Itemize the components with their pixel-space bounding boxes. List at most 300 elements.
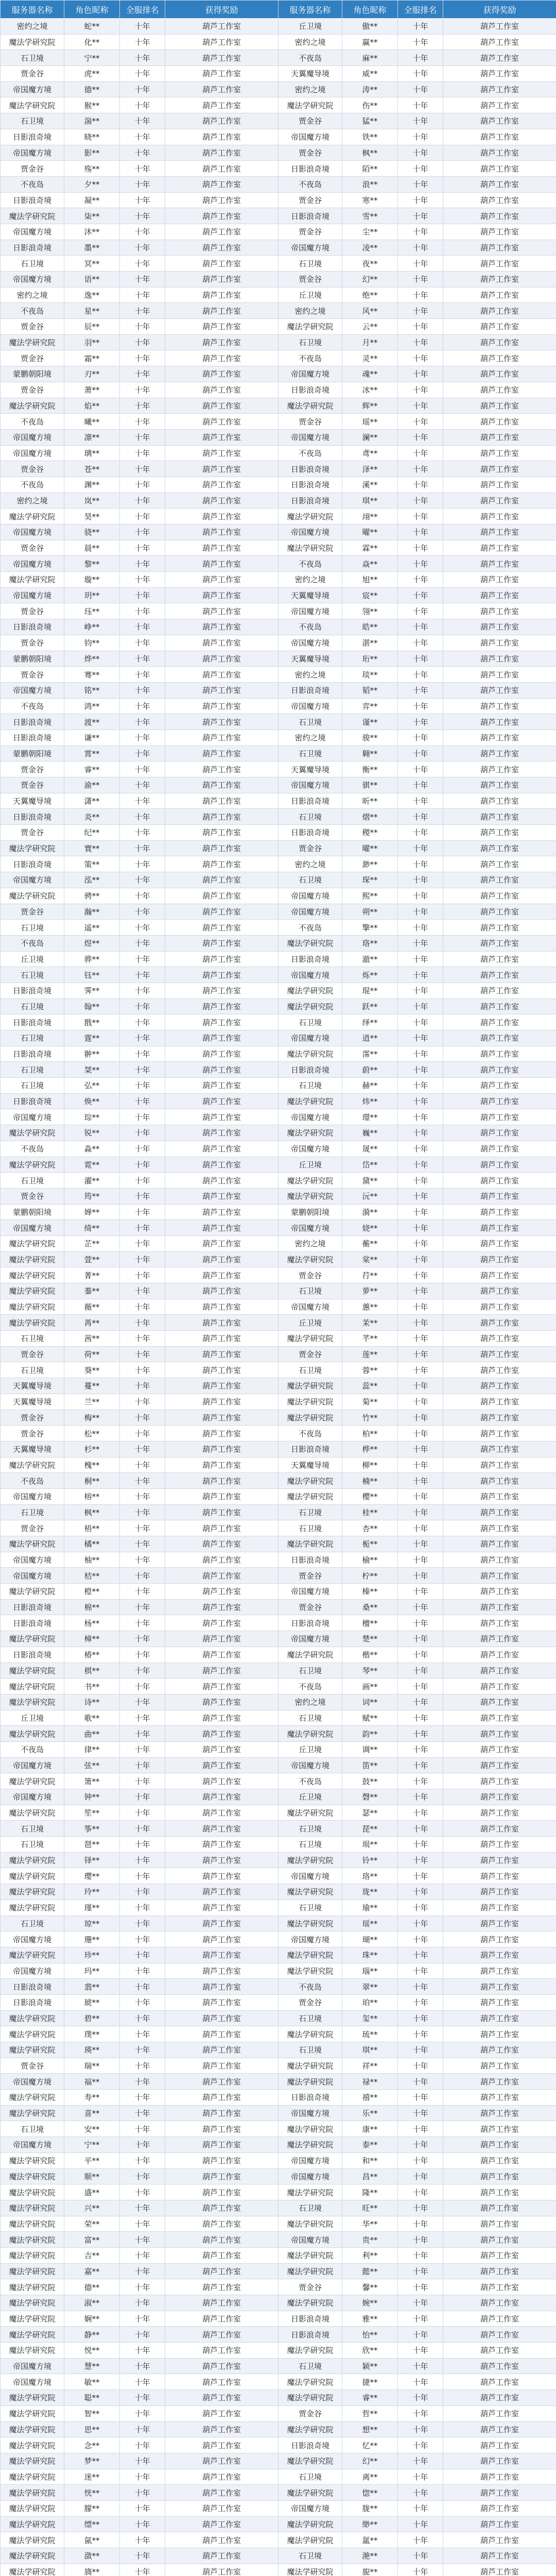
server-name-cell: 石卫境	[279, 2010, 342, 2026]
server-name-cell: 石卫境	[1, 1062, 64, 1078]
server-name-cell: 魔法学研究院	[279, 2343, 342, 2359]
reward-cell: 葫芦工作室	[165, 1584, 279, 1600]
character-name-cell: 冥**	[64, 256, 120, 272]
character-name-cell: 平**	[64, 2153, 120, 2168]
rank-cell: 十年	[398, 2010, 443, 2026]
column-header-rank-left: 全服排名	[120, 1, 165, 19]
character-name-cell: 墨**	[64, 240, 120, 256]
rank-cell: 十年	[398, 1173, 443, 1189]
character-name-cell: 骞**	[64, 667, 120, 683]
reward-cell: 葫芦工作室	[165, 1789, 279, 1805]
reward-cell: 葫芦工作室	[443, 935, 556, 951]
rank-cell: 十年	[120, 1157, 165, 1173]
character-name-cell: 蛇**	[64, 19, 120, 35]
rank-cell: 十年	[398, 2168, 443, 2184]
server-name-cell: 贾金谷	[279, 113, 342, 129]
character-name-cell: 纪**	[64, 825, 120, 841]
character-name-cell: 滟**	[342, 2548, 398, 2564]
reward-cell: 葫芦工作室	[165, 2516, 279, 2532]
rank-cell: 十年	[120, 1299, 165, 1315]
server-name-cell: 魔法学研究院	[1, 1805, 64, 1821]
rank-cell: 十年	[398, 2453, 443, 2469]
rank-cell: 十年	[120, 1679, 165, 1694]
reward-cell: 葫芦工作室	[443, 256, 556, 272]
character-name-cell: 冰**	[342, 382, 398, 398]
character-name-cell: 刃**	[64, 366, 120, 382]
reward-cell: 葫芦工作室	[443, 1473, 556, 1489]
table-row	[1, 1157, 556, 1173]
character-name-cell: 懿**	[342, 2263, 398, 2279]
reward-cell: 葫芦工作室	[443, 1030, 556, 1046]
server-name-cell: 日影浪奇境	[1, 1093, 64, 1109]
reward-cell: 葫芦工作室	[165, 2168, 279, 2184]
table-row	[1, 2390, 556, 2406]
character-name-cell: 念**	[64, 2437, 120, 2453]
server-name-cell: 日影浪奇境	[1, 192, 64, 208]
character-name-cell: 葵**	[64, 1362, 120, 1378]
server-name-cell: 帝国魔方境	[279, 1757, 342, 1773]
character-name-cell: 泰**	[342, 2137, 398, 2153]
rank-cell: 十年	[398, 556, 443, 572]
table-row	[1, 920, 556, 936]
server-name-cell: 贾金谷	[279, 414, 342, 430]
server-name-cell: 天翼魔导境	[1, 1378, 64, 1394]
table-row	[1, 1520, 556, 1536]
reward-cell: 葫芦工作室	[443, 682, 556, 698]
rank-cell: 十年	[120, 872, 165, 888]
reward-cell: 葫芦工作室	[165, 2090, 279, 2106]
rank-cell: 十年	[120, 224, 165, 240]
character-name-cell: 诗**	[64, 1694, 120, 1710]
server-name-cell: 天翼魔导境	[279, 587, 342, 603]
server-name-cell: 日影浪奇境	[1, 1979, 64, 1995]
character-name-cell: 鸢**	[342, 445, 398, 461]
rank-cell: 十年	[398, 1093, 443, 1109]
server-name-cell: 帝国魔方境	[1, 1488, 64, 1504]
rank-cell: 十年	[120, 1125, 165, 1141]
character-name-cell: 蔓**	[64, 1378, 120, 1394]
rank-cell: 十年	[398, 1726, 443, 1742]
server-name-cell: 魔法学研究院	[279, 2485, 342, 2501]
reward-cell: 葫芦工作室	[443, 920, 556, 936]
character-name-cell: 绝**	[342, 287, 398, 303]
reward-cell: 葫芦工作室	[165, 1757, 279, 1773]
rank-cell: 十年	[398, 1220, 443, 1236]
character-name-cell: 萱**	[64, 1251, 120, 1267]
table-row	[1, 2437, 556, 2453]
rank-cell: 十年	[120, 1315, 165, 1331]
server-name-cell: 帝国魔方境	[1, 445, 64, 461]
character-name-cell: 莲**	[342, 1346, 398, 1362]
rank-cell: 十年	[398, 2516, 443, 2532]
server-name-cell: 魔法学研究院	[279, 2121, 342, 2137]
reward-cell: 葫芦工作室	[165, 1663, 279, 1679]
reward-cell: 葫芦工作室	[443, 97, 556, 113]
reward-cell: 葫芦工作室	[443, 334, 556, 350]
reward-cell: 葫芦工作室	[443, 1283, 556, 1299]
character-name-cell: 玲**	[64, 1884, 120, 1900]
character-name-cell: 兴**	[64, 2200, 120, 2216]
rank-cell: 十年	[120, 698, 165, 714]
rank-cell: 十年	[120, 1884, 165, 1900]
reward-cell: 葫芦工作室	[443, 840, 556, 856]
table-row	[1, 2295, 556, 2311]
character-name-cell: 娆**	[342, 1220, 398, 1236]
reward-cell: 葫芦工作室	[165, 2232, 279, 2248]
reward-cell: 葫芦工作室	[165, 1520, 279, 1536]
reward-cell: 葫芦工作室	[165, 1188, 279, 1204]
server-name-cell: 帝国魔方境	[279, 524, 342, 540]
reward-cell: 葫芦工作室	[165, 1821, 279, 1837]
reward-cell: 葫芦工作室	[443, 272, 556, 287]
reward-cell: 葫芦工作室	[443, 1441, 556, 1457]
rank-cell: 十年	[398, 509, 443, 524]
rank-cell: 十年	[398, 1868, 443, 1884]
reward-cell: 葫芦工作室	[443, 2105, 556, 2121]
reward-cell: 葫芦工作室	[443, 1931, 556, 1947]
reward-cell: 葫芦工作室	[443, 730, 556, 745]
character-name-cell: 淑**	[64, 2295, 120, 2311]
reward-cell: 葫芦工作室	[165, 840, 279, 856]
column-header-reward-left: 获得奖励	[165, 1, 279, 19]
reward-cell: 葫芦工作室	[443, 2058, 556, 2074]
table-row	[1, 1789, 556, 1805]
reward-cell: 葫芦工作室	[443, 161, 556, 177]
server-name-cell: 魔法学研究院	[279, 398, 342, 414]
table-row	[1, 2247, 556, 2263]
server-name-cell: 魔法学研究院	[1, 2532, 64, 2548]
table-row	[1, 825, 556, 841]
table-row	[1, 2058, 556, 2074]
character-name-cell: 想**	[342, 2421, 398, 2437]
rank-cell: 十年	[120, 1014, 165, 1030]
character-name-cell: 榛**	[342, 1584, 398, 1600]
reward-cell: 葫芦工作室	[165, 2121, 279, 2137]
character-name-cell: 峥**	[64, 619, 120, 635]
server-name-cell: 日影浪奇境	[279, 793, 342, 809]
reward-cell: 葫芦工作室	[443, 2247, 556, 2263]
server-name-cell: 帝国魔方境	[1, 556, 64, 572]
table-row	[1, 1741, 556, 1757]
character-name-cell: 幻**	[342, 272, 398, 287]
character-name-cell: 雪**	[342, 208, 398, 224]
reward-cell: 葫芦工作室	[165, 1615, 279, 1631]
character-name-cell: 枫**	[64, 1504, 120, 1520]
table-row	[1, 2548, 556, 2564]
rank-cell: 十年	[120, 303, 165, 319]
character-name-cell: 睿**	[342, 2390, 398, 2406]
character-name-cell: 茜**	[64, 1331, 120, 1347]
rank-cell: 十年	[398, 256, 443, 272]
character-name-cell: 颖**	[342, 2358, 398, 2374]
character-name-cell: 稷**	[342, 825, 398, 841]
table-row	[1, 1663, 556, 1679]
character-name-cell: 忆**	[342, 2437, 398, 2453]
rank-cell: 十年	[120, 334, 165, 350]
server-name-cell: 蒙鹏朝阳境	[1, 651, 64, 667]
rank-cell: 十年	[120, 619, 165, 635]
reward-cell: 葫芦工作室	[165, 1173, 279, 1189]
rank-cell: 十年	[398, 998, 443, 1014]
rank-cell: 十年	[120, 192, 165, 208]
server-name-cell: 日影浪奇境	[1, 809, 64, 825]
character-name-cell: 铭**	[64, 682, 120, 698]
character-name-cell: 渡**	[64, 714, 120, 730]
reward-cell: 葫芦工作室	[165, 2184, 279, 2200]
rank-cell: 十年	[398, 1994, 443, 2010]
table-row	[1, 224, 556, 240]
reward-cell: 葫芦工作室	[443, 192, 556, 208]
server-name-cell: 魔法学研究院	[1, 1631, 64, 1647]
table-row	[1, 998, 556, 1014]
character-name-cell: 璃**	[64, 445, 120, 461]
table-row	[1, 1378, 556, 1394]
character-name-cell: 馨**	[342, 2279, 398, 2295]
reward-cell: 葫芦工作室	[165, 366, 279, 382]
server-name-cell: 日影浪奇境	[1, 129, 64, 145]
rank-cell: 十年	[120, 145, 165, 161]
rank-cell: 十年	[120, 2010, 165, 2026]
reward-cell: 葫芦工作室	[443, 1663, 556, 1679]
rank-cell: 十年	[398, 1441, 443, 1457]
table-row	[1, 1837, 556, 1853]
server-name-cell: 魔法学研究院	[1, 2153, 64, 2168]
server-name-cell: 魔法学研究院	[279, 1963, 342, 1979]
rank-cell: 十年	[120, 714, 165, 730]
rank-cell: 十年	[398, 2184, 443, 2200]
server-name-cell: 贾金谷	[1, 319, 64, 335]
character-name-cell: 霖**	[342, 540, 398, 556]
character-name-cell: 楠**	[342, 1473, 398, 1489]
character-name-cell: 烨**	[64, 651, 120, 667]
table-row	[1, 1584, 556, 1600]
character-name-cell: 曦**	[64, 414, 120, 430]
server-name-cell: 帝国魔方境	[1, 872, 64, 888]
server-name-cell: 石卫境	[1, 50, 64, 66]
reward-cell: 葫芦工作室	[165, 1441, 279, 1457]
rank-cell: 十年	[120, 2548, 165, 2564]
reward-cell: 葫芦工作室	[443, 1994, 556, 2010]
server-name-cell: 魔法学研究院	[1, 2184, 64, 2200]
reward-cell: 葫芦工作室	[165, 2390, 279, 2406]
character-name-cell: 珍**	[64, 1947, 120, 1963]
character-name-cell: 缈**	[342, 2516, 398, 2532]
server-name-cell: 石卫境	[1, 967, 64, 983]
rank-cell: 十年	[398, 1963, 443, 1979]
table-row	[1, 350, 556, 366]
reward-cell: 葫芦工作室	[443, 2090, 556, 2106]
reward-cell: 葫芦工作室	[443, 540, 556, 556]
reward-cell: 葫芦工作室	[165, 224, 279, 240]
rank-cell: 十年	[398, 1204, 443, 1220]
reward-cell: 葫芦工作室	[165, 904, 279, 920]
character-name-cell: 筝**	[64, 1821, 120, 1837]
server-name-cell: 日影浪奇境	[1, 1647, 64, 1663]
rank-cell: 十年	[120, 2437, 165, 2453]
table-row	[1, 1931, 556, 1947]
character-name-cell: 睿**	[64, 761, 120, 777]
server-name-cell: 不夜岛	[279, 556, 342, 572]
rank-cell: 十年	[398, 176, 443, 192]
reward-cell: 葫芦工作室	[165, 1679, 279, 1694]
reward-cell: 葫芦工作室	[443, 888, 556, 904]
server-name-cell: 天翼魔导境	[1, 793, 64, 809]
character-name-cell: 渝**	[64, 777, 120, 793]
rank-cell: 十年	[120, 1599, 165, 1615]
rank-cell: 十年	[120, 1726, 165, 1742]
reward-cell: 葫芦工作室	[443, 714, 556, 730]
server-name-cell: 帝国魔方境	[1, 1568, 64, 1584]
rank-cell: 十年	[398, 730, 443, 745]
character-name-cell: 羽**	[64, 334, 120, 350]
rank-cell: 十年	[120, 1457, 165, 1473]
reward-cell: 葫芦工作室	[443, 1552, 556, 1568]
rank-cell: 十年	[398, 2564, 443, 2576]
character-name-cell: 骁**	[64, 524, 120, 540]
character-name-cell: 谦**	[64, 730, 120, 745]
rank-cell: 十年	[398, 445, 443, 461]
server-name-cell: 魔法学研究院	[1, 2232, 64, 2248]
reward-cell: 葫芦工作室	[443, 113, 556, 129]
rank-cell: 十年	[398, 1504, 443, 1520]
table-row	[1, 2074, 556, 2090]
rank-cell: 十年	[398, 1188, 443, 1204]
server-name-cell: 魔法学研究院	[279, 998, 342, 1014]
rank-cell: 十年	[398, 1568, 443, 1584]
character-name-cell: 霄**	[64, 745, 120, 761]
table-row	[1, 1141, 556, 1157]
reward-cell: 葫芦工作室	[165, 1963, 279, 1979]
server-name-cell: 石卫境	[279, 2469, 342, 2485]
reward-cell: 葫芦工作室	[165, 509, 279, 524]
server-name-cell: 石卫境	[279, 1520, 342, 1536]
server-name-cell: 日影浪奇境	[279, 2090, 342, 2106]
reward-cell: 葫芦工作室	[443, 445, 556, 461]
rank-cell: 十年	[120, 1488, 165, 1504]
table-row	[1, 1251, 556, 1267]
character-name-cell: 智**	[64, 2405, 120, 2421]
server-name-cell: 魔法学研究院	[1, 2042, 64, 2058]
reward-cell: 葫芦工作室	[443, 1963, 556, 1979]
rank-cell: 十年	[120, 1773, 165, 1789]
reward-cell: 葫芦工作室	[443, 509, 556, 524]
table-row	[1, 1030, 556, 1046]
rank-cell: 十年	[398, 2295, 443, 2311]
character-name-cell: 福**	[64, 2074, 120, 2090]
server-name-cell: 帝国魔方境	[279, 240, 342, 256]
character-name-cell: 松**	[64, 1426, 120, 1442]
character-name-cell: 瑙**	[342, 1963, 398, 1979]
rank-cell: 十年	[398, 1014, 443, 1030]
server-name-cell: 贾金谷	[1, 635, 64, 651]
table-row	[1, 2405, 556, 2421]
server-name-cell: 贾金谷	[279, 2279, 342, 2295]
rank-cell: 十年	[120, 1741, 165, 1757]
server-name-cell: 密约之境	[279, 1694, 342, 1710]
reward-cell: 葫芦工作室	[165, 192, 279, 208]
reward-cell: 葫芦工作室	[165, 50, 279, 66]
character-name-cell: 濯**	[64, 1173, 120, 1189]
table-row	[1, 2374, 556, 2390]
character-name-cell: 茉**	[342, 1315, 398, 1331]
character-name-cell: 康**	[342, 2121, 398, 2137]
reward-cell: 葫芦工作室	[165, 2453, 279, 2469]
server-name-cell: 帝国魔方境	[279, 2153, 342, 2168]
character-name-cell: 迷**	[64, 2469, 120, 2485]
reward-cell: 葫芦工作室	[443, 998, 556, 1014]
table-row	[1, 1884, 556, 1900]
character-name-cell: 弘**	[64, 1078, 120, 1094]
server-name-cell: 不夜岛	[1, 698, 64, 714]
server-name-cell: 魔法学研究院	[1, 2247, 64, 2263]
table-row	[1, 1267, 556, 1283]
reward-cell: 葫芦工作室	[165, 272, 279, 287]
server-name-cell: 帝国魔方境	[279, 888, 342, 904]
character-name-cell: 璇**	[64, 572, 120, 588]
server-name-cell: 魔法学研究院	[1, 1679, 64, 1694]
server-name-cell: 魔法学研究院	[1, 1773, 64, 1789]
table-row	[1, 34, 556, 50]
server-name-cell: 魔法学研究院	[1, 2469, 64, 2485]
server-name-cell: 丘卫境	[1, 951, 64, 967]
character-name-cell: 橙**	[64, 1584, 120, 1600]
character-name-cell: 琥**	[64, 1994, 120, 2010]
server-name-cell: 帝国魔方境	[1, 81, 64, 97]
character-name-cell: 晟**	[342, 1141, 398, 1157]
server-name-cell: 贾金谷	[279, 2405, 342, 2421]
character-name-cell: 骋**	[64, 888, 120, 904]
character-name-cell: 骅**	[64, 951, 120, 967]
reward-cell: 葫芦工作室	[165, 1900, 279, 1916]
server-name-cell: 石卫境	[279, 1710, 342, 1726]
rank-cell: 十年	[398, 2216, 443, 2232]
reward-cell: 葫芦工作室	[165, 998, 279, 1014]
server-name-cell: 魔法学研究院	[279, 1093, 342, 1109]
rank-cell: 十年	[398, 350, 443, 366]
reward-cell: 葫芦工作室	[443, 793, 556, 809]
server-name-cell: 石卫境	[1, 920, 64, 936]
character-name-cell: 绎**	[342, 1014, 398, 1030]
rank-cell: 十年	[120, 1821, 165, 1837]
rank-cell: 十年	[120, 793, 165, 809]
server-name-cell: 不夜岛	[1, 176, 64, 192]
reward-cell: 葫芦工作室	[165, 1726, 279, 1742]
character-name-cell: 柳**	[342, 1457, 398, 1473]
rank-cell: 十年	[120, 2090, 165, 2106]
server-name-cell: 帝国魔方境	[1, 1757, 64, 1773]
table-row	[1, 1615, 556, 1631]
rank-cell: 十年	[120, 2485, 165, 2501]
character-name-cell: 词**	[342, 1694, 398, 1710]
reward-cell: 葫芦工作室	[443, 1805, 556, 1821]
character-name-cell: 熠**	[342, 809, 398, 825]
rank-cell: 十年	[398, 382, 443, 398]
reward-cell: 葫芦工作室	[165, 1014, 279, 1030]
character-name-cell: 沅**	[342, 1188, 398, 1204]
rank-cell: 十年	[120, 256, 165, 272]
server-name-cell: 帝国魔方境	[1, 682, 64, 698]
table-row	[1, 50, 556, 66]
reward-cell: 葫芦工作室	[165, 1647, 279, 1663]
character-name-cell: 蘅**	[342, 1235, 398, 1251]
character-name-cell: 琵**	[342, 1821, 398, 1837]
server-name-cell: 魔法学研究院	[279, 2263, 342, 2279]
reward-cell: 葫芦工作室	[443, 556, 556, 572]
character-name-cell: 策**	[64, 856, 120, 872]
rank-cell: 十年	[398, 1741, 443, 1757]
rank-cell: 十年	[120, 1757, 165, 1773]
reward-cell: 葫芦工作室	[165, 2421, 279, 2437]
